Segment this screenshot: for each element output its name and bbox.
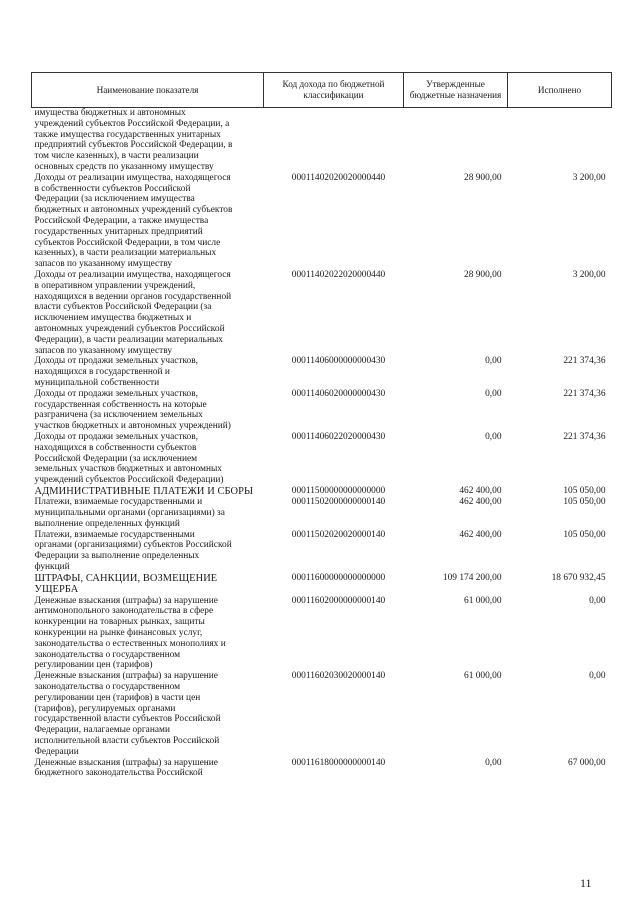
- header-executed: Исполнено: [508, 73, 612, 108]
- indicator-name-line: бюджетного законодательства Российской: [34, 768, 203, 779]
- indicator-name-line: государственных унитарных предприятий: [34, 226, 203, 237]
- indicator-name-line: Доходы от продажи земельных участков,: [34, 388, 199, 399]
- indicator-name-line: муниципальной собственности: [34, 377, 160, 388]
- section-row: [32, 573, 612, 596]
- indicator-name-line: государственной власти субъектов Российской: [34, 714, 221, 725]
- indicator-name: [32, 573, 264, 596]
- header-approved-budget: Утвержденные бюджетные назначения: [404, 73, 508, 108]
- indicator-name-line: регулировании цен (тарифов): [34, 660, 153, 671]
- income-code: 00011406022020000430: [291, 431, 386, 442]
- indicator-name: [32, 596, 264, 672]
- table-row: [32, 671, 612, 757]
- income-code: 00011406020000000430: [291, 388, 386, 399]
- executed-amount: 105 050,00: [563, 529, 606, 540]
- approved-amount: 109 174 200,00: [442, 572, 502, 583]
- approved-amount: 28 900,00: [464, 269, 502, 280]
- executed-amount: 221 374,36: [563, 356, 606, 367]
- indicator-name: [32, 497, 264, 529]
- indicator-name-line: Федерации за выполнение определенных: [34, 551, 200, 562]
- indicator-name-line: выполнение определенных функций: [34, 518, 180, 529]
- indicator-name-line: Денежные взыскания (штрафы) за нарушение: [34, 595, 218, 606]
- revenue-table: [31, 72, 612, 779]
- indicator-name-line: Федерации (за исключением имущества: [34, 194, 195, 205]
- indicator-name-line: власти субъектов Российской Федерации (за: [34, 302, 212, 313]
- indicator-name-line: Российской Федерации, а также имущества: [34, 215, 209, 226]
- indicator-name-line: антимонопольного законодательства в сфере: [34, 606, 214, 617]
- indicator-name-line: Доходы от реализации имущества, находящегося: [34, 172, 231, 183]
- indicator-name: [32, 173, 264, 270]
- indicator-name-line: Федерации, налагаемые органами: [34, 725, 170, 736]
- approved-amount: 28 900,00: [464, 172, 502, 183]
- indicator-name-line: также имущества государственных унитарных: [34, 129, 221, 140]
- approved-amount: 61 000,00: [464, 671, 502, 682]
- income-code: [264, 108, 404, 173]
- executed-amount: 3 200,00: [572, 172, 606, 183]
- header-income-code: Код дохода по бюджетной классификации: [264, 73, 404, 108]
- executed-amount: 67 000,00: [568, 757, 606, 768]
- indicator-name-line: учреждений субъектов Российской Федерации, а: [34, 118, 230, 129]
- indicator-name-line: в собственности субъектов Российской: [34, 183, 191, 194]
- income-code: 00011602000000000140: [291, 595, 386, 606]
- indicator-name-line: предприятий субъектов Российской Федерации, в: [34, 140, 233, 151]
- indicator-name-line: Денежные взыскания (штрафы) за нарушение: [34, 671, 218, 682]
- income-code: 00011602030020000140: [291, 671, 386, 682]
- indicator-name-line: бюджетных и автономных учреждений субъектов: [34, 205, 233, 216]
- indicator-name-line: том числе казенных), в части реализации: [34, 151, 199, 162]
- indicator-name-line: Платежи, взимаемые государственными и: [34, 497, 203, 508]
- indicator-name-line: конкуренции на товарных рынках, защиты: [34, 617, 205, 628]
- indicator-name-line: (тарифов), регулируемых органами: [34, 703, 176, 714]
- indicator-name-line: запасов по указанному имуществу: [34, 345, 173, 356]
- table-row: [32, 432, 612, 486]
- indicator-name: [32, 758, 264, 780]
- indicator-name-line: УЩЕРБА: [34, 584, 79, 596]
- indicator-name-line: участков бюджетных и автономных учреждений): [34, 421, 231, 432]
- indicator-name: [32, 530, 264, 573]
- table-row: [32, 389, 612, 432]
- indicator-name-line: автономных учреждений субъектов Российской: [34, 323, 225, 334]
- approved-amount: 462 400,00: [459, 497, 502, 508]
- indicator-name-line: находящихся в собственности субъектов: [34, 442, 197, 453]
- indicator-name: [32, 356, 264, 388]
- indicator-name-line: имущества бюджетных и автономных: [34, 108, 186, 118]
- table-row: [32, 497, 612, 529]
- indicator-name-line: Доходы от реализации имущества, находящегося: [34, 269, 231, 280]
- income-code: 00011502000000000140: [291, 497, 386, 508]
- indicator-name-line: муниципальными органами (организациями) за: [34, 508, 225, 519]
- indicator-name-line: казенных), в части реализации материальных: [34, 248, 217, 259]
- income-code: 00011402022020000440: [291, 269, 386, 280]
- indicator-name: [32, 108, 264, 173]
- page-number: 11: [580, 876, 592, 890]
- indicator-name-line: государственная собственность на которые: [34, 399, 207, 410]
- income-code: 00011600000000000000: [291, 572, 386, 583]
- indicator-name: [32, 671, 264, 757]
- table-row: [32, 173, 612, 270]
- table-body: [32, 108, 612, 780]
- indicator-name-line: основных средств по указанному имуществу: [34, 161, 214, 172]
- executed-amount: 221 374,36: [563, 388, 606, 399]
- indicator-name-line: Доходы от продажи земельных участков,: [34, 356, 199, 367]
- table-row: [32, 270, 612, 356]
- income-code: 00011406000000000430: [291, 356, 386, 367]
- indicator-name-line: исключением имущества бюджетных и: [34, 313, 192, 324]
- executed-amount: [508, 108, 612, 173]
- indicator-name-line: находящихся в государственной и: [34, 367, 170, 378]
- indicator-name: [32, 270, 264, 356]
- section-row: [32, 486, 612, 497]
- table-header-row: [32, 73, 612, 108]
- indicator-name-line: Федерации), в части реализации материальных: [34, 334, 223, 345]
- approved-amount: 0,00: [485, 356, 502, 367]
- indicator-name-line: исполнительной власти субъектов Российской: [34, 736, 220, 747]
- executed-amount: 0,00: [589, 671, 606, 682]
- executed-amount: 105 050,00: [563, 497, 606, 508]
- indicator-name-line: функций: [34, 562, 70, 573]
- indicator-name-line: разграничена (за исключением земельных: [34, 410, 203, 421]
- executed-amount: 221 374,36: [563, 431, 606, 442]
- header-indicator-name: Наименование показателя: [32, 73, 264, 108]
- approved-amount: 462 400,00: [459, 529, 502, 540]
- table-row: [32, 356, 612, 388]
- approved-amount: 0,00: [485, 431, 502, 442]
- indicator-name-line: ШТРАФЫ, САНКЦИИ, ВОЗМЕЩЕНИЕ: [34, 572, 218, 584]
- table-row: [32, 596, 612, 672]
- table-row: [32, 108, 612, 173]
- executed-amount: 105 050,00: [563, 485, 606, 496]
- indicator-name-line: законодательства о государственном: [34, 682, 181, 693]
- indicator-name-line: законодательства о естественных монополиях и: [34, 638, 226, 649]
- approved-amount: 0,00: [485, 757, 502, 768]
- indicator-name-line: Федерации: [34, 746, 79, 757]
- indicator-name-line: АДМИНИСТРАТИВНЫЕ ПЛАТЕЖИ И СБОРЫ: [34, 485, 254, 497]
- indicator-name-line: запасов по указанному имуществу: [34, 259, 173, 270]
- indicator-name-line: в оперативном управлении учреждений,: [34, 280, 196, 291]
- income-code: 00011500000000000000: [291, 485, 386, 496]
- approved-amount: [404, 108, 508, 173]
- executed-amount: 18 670 932,45: [551, 572, 606, 583]
- indicator-name-line: конкуренции на рынке финансовых услуг,: [34, 628, 203, 639]
- indicator-name: [32, 486, 264, 497]
- income-code: 00011402020020000440: [291, 172, 386, 183]
- indicator-name: [32, 432, 264, 486]
- indicator-name-line: субъектов Российской Федерации, в том числе: [34, 237, 221, 248]
- income-code: 00011618000000000140: [291, 757, 386, 768]
- indicator-name-line: органами (организациями) субъектов Российской: [34, 540, 232, 551]
- indicator-name-line: находящихся в ведении органов государственной: [34, 291, 232, 302]
- indicator-name-line: земельных участков бюджетных и автономных: [34, 464, 222, 475]
- indicator-name-line: учреждений субъектов Российской Федерации): [34, 475, 224, 486]
- table-row: [32, 530, 612, 573]
- indicator-name-line: Российской Федерации (за исключением: [34, 453, 198, 464]
- executed-amount: 3 200,00: [572, 269, 606, 280]
- table-row: [32, 758, 612, 780]
- indicator-name-line: Доходы от продажи земельных участков,: [34, 431, 199, 442]
- indicator-name: [32, 389, 264, 432]
- approved-amount: 462 400,00: [459, 485, 502, 496]
- indicator-name-line: законодательства о государственном: [34, 649, 181, 660]
- indicator-name-line: регулировании цен (тарифов) в части цен: [34, 692, 201, 703]
- indicator-name-line: Денежные взыскания (штрафы) за нарушение: [34, 757, 218, 768]
- approved-amount: 0,00: [485, 388, 502, 399]
- approved-amount: 61 000,00: [464, 595, 502, 606]
- income-code: 00011502020020000140: [291, 529, 386, 540]
- indicator-name-line: Платежи, взимаемые государственными: [34, 529, 195, 540]
- executed-amount: 0,00: [589, 595, 606, 606]
